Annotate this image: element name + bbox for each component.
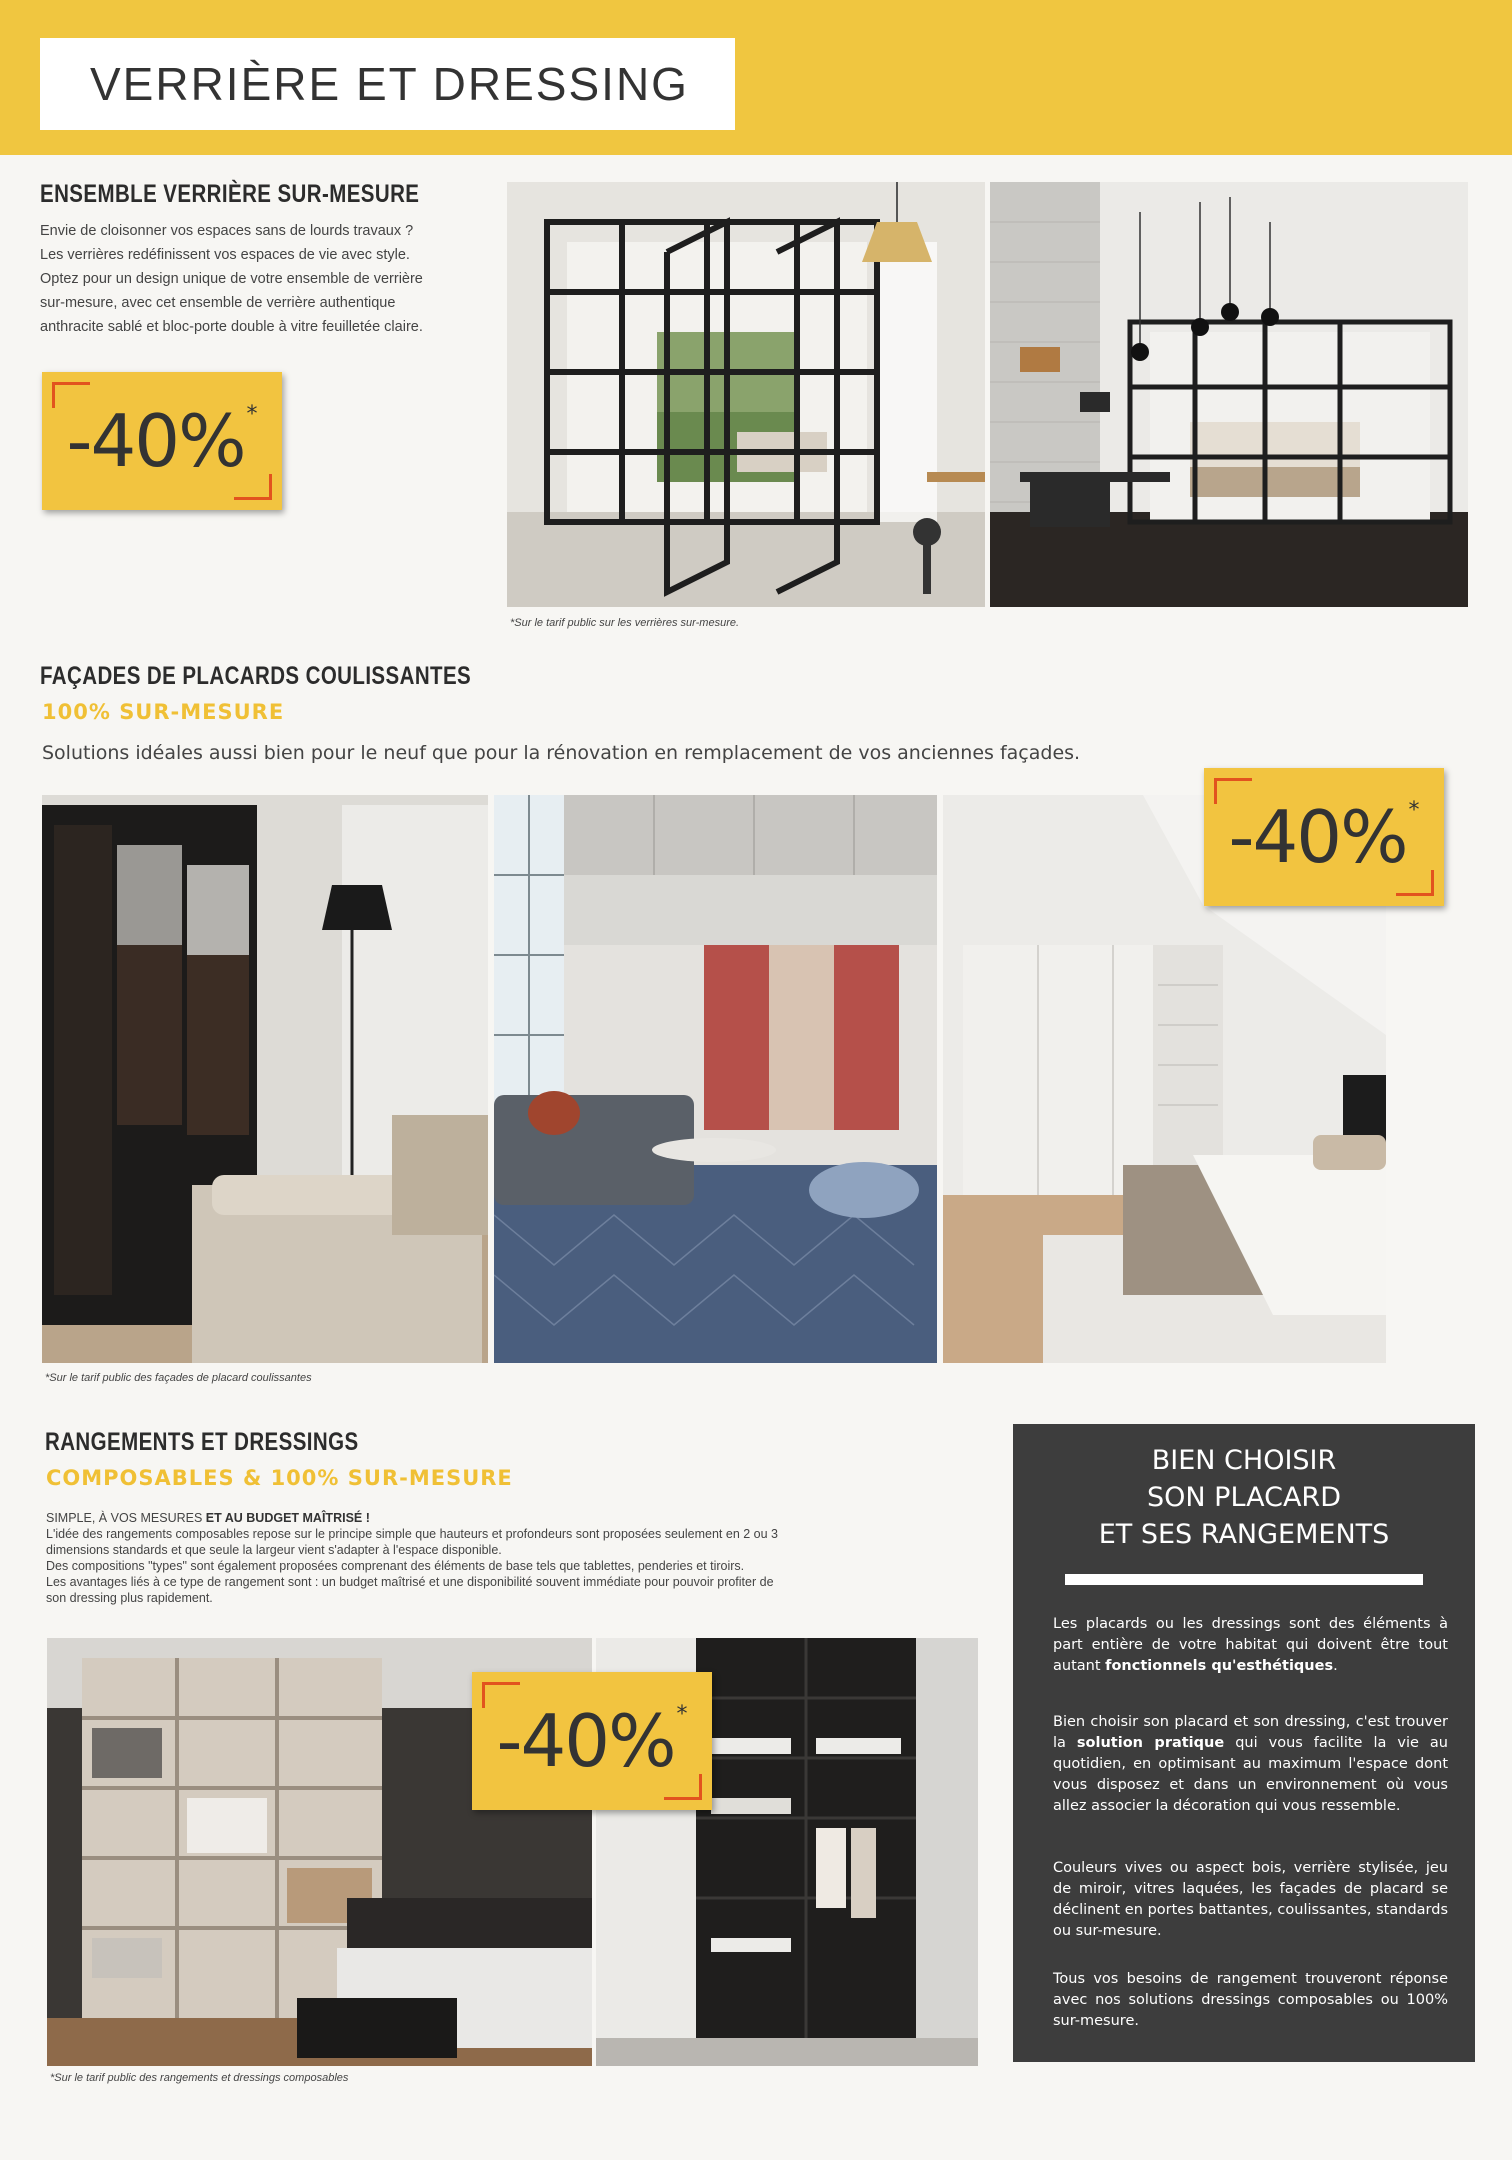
intro-plain: SIMPLE, À VOS MESURES — [46, 1511, 206, 1525]
badge-corner — [664, 1774, 702, 1800]
section1-line: sur-mesure, avec cet ensemble de verrière authentique — [40, 295, 396, 311]
section1-paragraph — [40, 219, 510, 339]
p2-text-end: qui vous facilite la vie au quotidien, en optimisant au maximum l'espace dont vous disposez et dans un environnement où vous allez associer la décoration qui vous ressemble. — [1053, 1735, 1448, 1814]
p2-text: Bien choisir son placard et son dressing, c'est trouver la — [1053, 1714, 1448, 1751]
discount-badge — [1204, 768, 1444, 906]
discount-badge — [42, 372, 282, 510]
verriere-photo-2 — [990, 182, 1468, 607]
badge-corner — [482, 1682, 520, 1708]
section3-footnote: *Sur le tarif public des rangements et dressings composables — [50, 2072, 349, 2084]
section3-intro — [46, 1510, 996, 1526]
advice-title-line: SON PLACARD — [1147, 1482, 1341, 1513]
section3-line: Des compositions "types" sont également proposées comprenant des éléments de base tels que tablettes, penderies et tiroirs. — [46, 1559, 745, 1573]
section2-subtitle: 100% SUR-MESURE — [42, 700, 285, 724]
section3-line: L'idée des rangements composables repose sur le principe simple que hauteurs et profondeurs sont proposées seulement en 2 ou 3 — [46, 1527, 779, 1541]
p1-bold: fonctionnels qu'esthétiques — [1105, 1658, 1334, 1674]
badge-corner — [1214, 778, 1252, 804]
section3-subtitle: COMPOSABLES & 100% SUR-MESURE — [46, 1466, 513, 1490]
section2-lead: Solutions idéales aussi bien pour le neuf que pour la rénovation en remplacement de vos anciennes façades. — [42, 742, 1081, 764]
discount-value: -40% — [66, 399, 245, 483]
page-title: VERRIÈRE ET DRESSING — [90, 58, 689, 110]
p1-text: Les placards ou les dressings sont des éléments à part entière de votre habitat qui doivent être tout autant — [1053, 1616, 1448, 1674]
section2-title: FAÇADES DE PLACARDS COULISSANTES — [40, 662, 472, 690]
section1-line: anthracite sablé et bloc-porte double à vitre feuilletée claire. — [40, 319, 423, 335]
verriere-photo-1 — [507, 182, 985, 607]
badge-corner — [234, 474, 272, 500]
advice-title — [1013, 1442, 1475, 1553]
advice-paragraph-1 — [1053, 1614, 1448, 1677]
section1-line: Envie de cloisonner vos espaces sans de lourds travaux ? — [40, 223, 414, 239]
section3-title: RANGEMENTS ET DRESSINGS — [45, 1428, 359, 1456]
p1-end: . — [1333, 1658, 1338, 1674]
section3-line: dimensions standards et que seule la largeur vient s'adapter à l'espace disponible. — [46, 1543, 502, 1557]
placard-photo-2 — [494, 795, 937, 1363]
advice-divider — [1065, 1574, 1423, 1585]
discount-badge — [472, 1672, 712, 1810]
discount-star: * — [676, 1702, 688, 1727]
advice-title-line: BIEN CHOISIR — [1151, 1445, 1337, 1476]
section1-footnote: *Sur le tarif public sur les verrières sur-mesure. — [510, 617, 740, 629]
section3-text — [46, 1510, 996, 1606]
advice-paragraph-4: Tous vos besoins de rangement trouveront réponse avec nos solutions dressings composables ou 100% sur-mesure. — [1053, 1971, 1448, 2029]
title-box — [40, 38, 735, 130]
section3-line: Les avantages liés à ce type de rangement sont : un budget maîtrisé et une disponibilité souvent immédiate pour pouvoir profiter de — [46, 1575, 774, 1589]
advice-title-line: ET SES RANGEMENTS — [1098, 1519, 1390, 1550]
section1-title: ENSEMBLE VERRIÈRE SUR-MESURE — [40, 180, 420, 208]
intro-bold: ET AU BUDGET MAÎTRISÉ ! — [205, 1511, 370, 1525]
discount-star: * — [1408, 798, 1420, 823]
discount-value: -40% — [496, 1699, 675, 1783]
advice-paragraph-3: Couleurs vives ou aspect bois, verrière stylisée, jeu de miroir, vitres laquées, les façades de placard se déclinent en portes battantes, coulissantes, standards ou sur-mesure. — [1053, 1860, 1448, 1939]
p2-bold: solution pratique — [1076, 1735, 1225, 1751]
section3-line: son dressing plus rapidement. — [46, 1591, 213, 1605]
discount-star: * — [246, 402, 258, 427]
section1-line: Les verrières redéfinissent vos espaces de vie avec style. — [40, 247, 410, 263]
badge-corner — [52, 382, 90, 408]
section2-footnote: *Sur le tarif public des façades de placard coulissantes — [45, 1372, 312, 1384]
discount-value: -40% — [1228, 795, 1407, 879]
advice-paragraph-2 — [1053, 1712, 1448, 1817]
badge-corner — [1396, 870, 1434, 896]
advice-box — [1013, 1424, 1475, 2062]
placard-photo-1 — [42, 795, 488, 1363]
section1-line: Optez pour un design unique de votre ensemble de verrière — [40, 271, 423, 287]
